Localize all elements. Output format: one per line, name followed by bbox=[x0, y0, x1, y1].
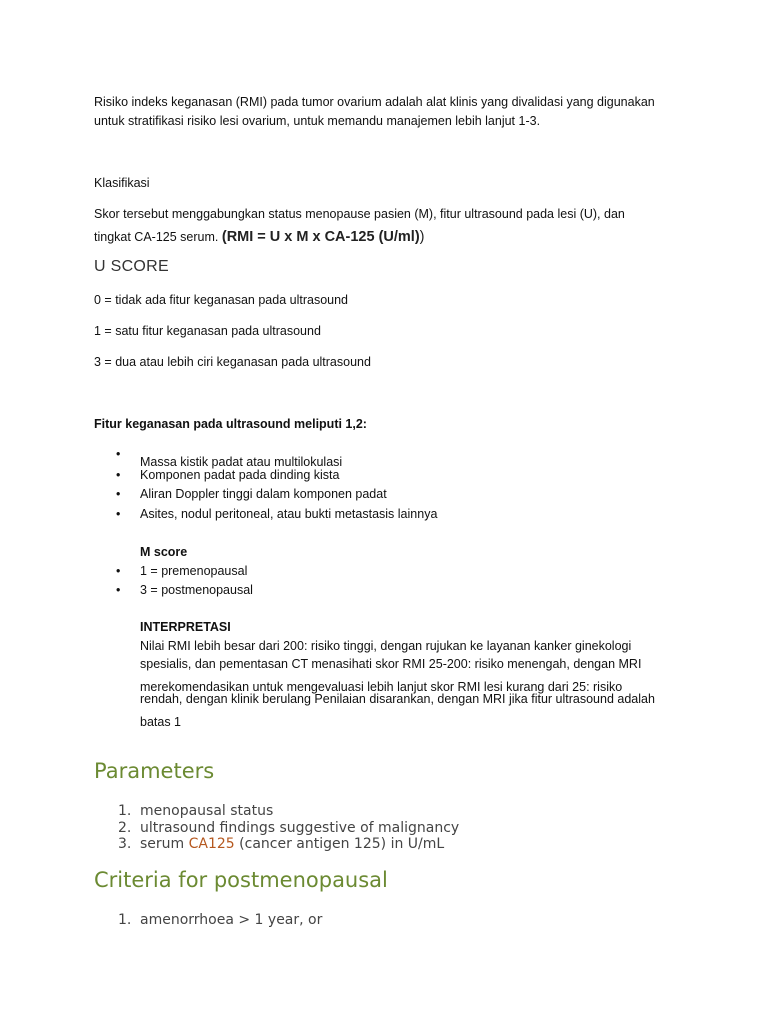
features-item: Massa kistik padat atau multilokulasi bbox=[140, 455, 343, 469]
list-item bbox=[118, 803, 459, 820]
m-score-item: 1 = premenopausal bbox=[140, 564, 248, 578]
list-item bbox=[118, 836, 459, 853]
parameter-text: menopausal status bbox=[140, 803, 274, 819]
list-item bbox=[116, 485, 437, 504]
features-list bbox=[116, 456, 437, 524]
list-item bbox=[116, 562, 253, 581]
list-item bbox=[116, 581, 253, 600]
list-number: 1. bbox=[118, 912, 132, 928]
interpretasi-line: rendah, dengan klinik berulang Penilaian disarankan, dengan MRI jika fitur ultrasound adalah bbox=[140, 692, 655, 706]
bullet-icon: • bbox=[116, 487, 121, 501]
formula-close: ) bbox=[419, 229, 425, 245]
bullet-icon: • bbox=[116, 447, 121, 461]
list-number: 3. bbox=[118, 836, 132, 852]
klasifikasi-line: Skor tersebut menggabungkan status menopause pasien (M), fitur ultrasound pada lesi (U), dan bbox=[94, 207, 625, 221]
formula-open: ( bbox=[221, 229, 227, 245]
parameter-text: (cancer antigen 125) in U/mL bbox=[234, 836, 445, 852]
intro-line: untuk stratifikasi risiko lesi ovarium, untuk memandu manajemen lebih lanjut 1-3. bbox=[94, 114, 541, 128]
ca125-link[interactable]: CA125 bbox=[188, 836, 235, 852]
intro-line: Risiko indeks keganasan (RMI) pada tumor ovarium adalah alat klinis yang divalidasi yang digunakan bbox=[94, 95, 655, 109]
bullet-icon: • bbox=[116, 507, 121, 521]
bullet-icon: • bbox=[116, 583, 121, 597]
criteria-text: amenorrhoea > 1 year, or bbox=[140, 912, 323, 928]
interpretasi-heading: INTERPRETASI bbox=[140, 620, 231, 634]
list-item bbox=[116, 469, 437, 481]
criteria-heading: Criteria for postmenopausal bbox=[94, 868, 388, 892]
features-item: Komponen padat pada dinding kista bbox=[140, 468, 340, 482]
u-score-item: 3 = dua atau lebih ciri keganasan pada ultrasound bbox=[94, 355, 371, 369]
features-item: Aliran Doppler tinggi dalam komponen padat bbox=[140, 487, 387, 501]
list-item bbox=[116, 456, 437, 468]
klasifikasi-heading: Klasifikasi bbox=[94, 176, 150, 190]
parameters-list bbox=[118, 803, 459, 853]
intro-paragraph bbox=[94, 93, 655, 131]
parameters-heading: Parameters bbox=[94, 759, 215, 783]
rmi-formula: RMI = U x M x CA-125 (U/ml) bbox=[226, 229, 420, 245]
interpretasi-line: merekomendasikan untuk mengevaluasi lebih lanjut skor RMI lesi kurang dari 25: risiko bbox=[140, 680, 623, 694]
interpretasi-line: batas 1 bbox=[140, 715, 182, 729]
bullet-icon: • bbox=[116, 468, 121, 482]
list-item bbox=[118, 820, 459, 837]
parameter-text: ultrasound findings suggestive of malignancy bbox=[140, 819, 460, 836]
interpretasi-line: spesialis, dan pementasan CT menasihati skor RMI 25-200: risiko menengah, dengan MRI bbox=[140, 657, 642, 671]
list-item bbox=[116, 505, 437, 524]
interpretasi-line: Nilai RMI lebih besar dari 200: risiko tinggi, dengan rujukan ke layanan kanker ginekologi bbox=[140, 639, 632, 653]
u-score-item: 0 = tidak ada fitur keganasan pada ultrasound bbox=[94, 293, 349, 307]
klasifikasi-line-prefix: tingkat CA-125 serum. bbox=[94, 230, 219, 244]
features-heading: Fitur keganasan pada ultrasound meliputi 1,2: bbox=[94, 417, 367, 431]
parameter-text: serum bbox=[140, 836, 189, 852]
u-score-item: 1 = satu fitur keganasan pada ultrasound bbox=[94, 324, 321, 338]
criteria-list bbox=[118, 912, 322, 929]
klasifikasi-formula-line bbox=[94, 228, 425, 247]
list-number: 2. bbox=[118, 819, 132, 836]
m-score-list bbox=[116, 562, 253, 600]
bullet-icon: • bbox=[116, 564, 121, 578]
u-score-heading: U SCORE bbox=[94, 258, 169, 275]
list-item bbox=[118, 912, 322, 929]
m-score-heading: M score bbox=[140, 545, 188, 559]
features-item: Asites, nodul peritoneal, atau bukti metastasis lainnya bbox=[140, 507, 438, 521]
m-score-item: 3 = postmenopausal bbox=[140, 583, 253, 597]
list-number: 1. bbox=[118, 803, 132, 819]
